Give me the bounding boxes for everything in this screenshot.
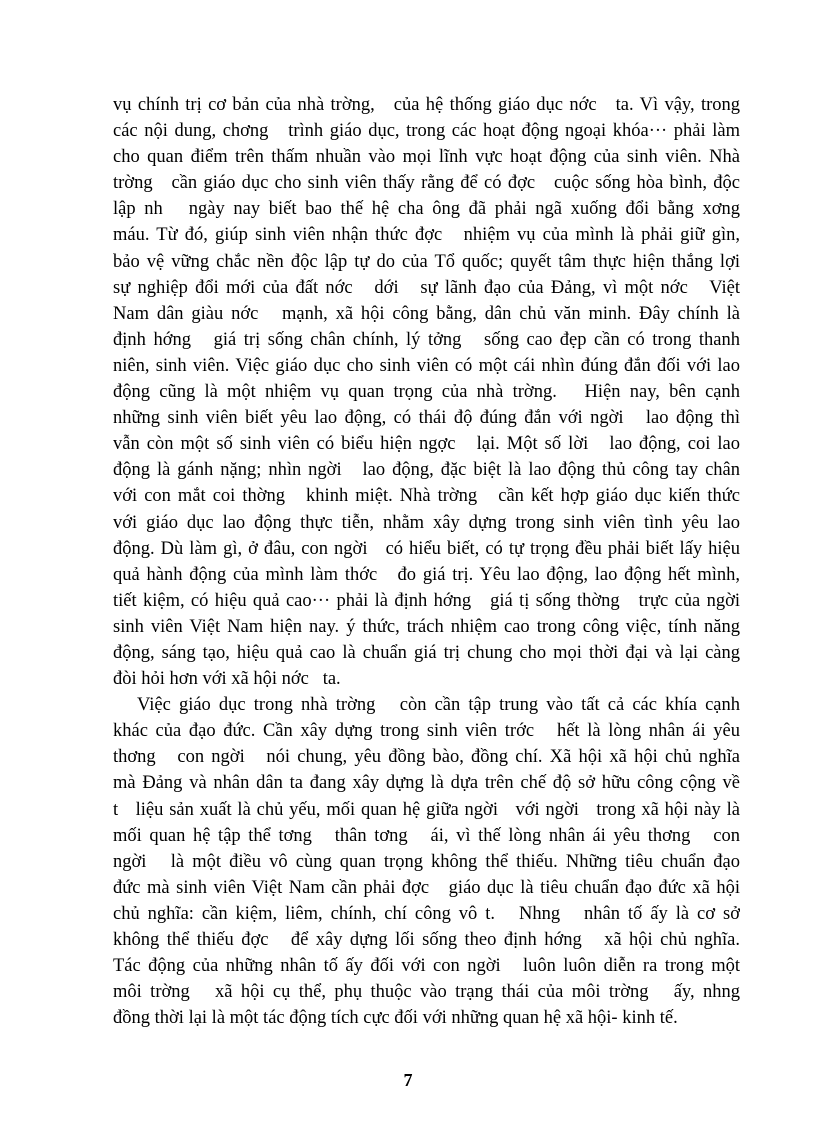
text-line: cho quan điểm trên thấm nhuần vào mọi lĩnh vực hoạt động của sinh viên. Nhà — [113, 147, 740, 168]
text-line: đòi hỏi hơn với xã hội nớc ta. — [113, 669, 341, 690]
text-line: vẫn còn một số sinh viên có biểu hiện ngợc lại. Một số lời lao động, coi lao — [113, 434, 740, 455]
text-line: động, sáng tạo, hiệu quả cao là chuẩn giá trị chung cho mọi thời đại và lại càng — [113, 642, 740, 663]
text-line: thơng con ngời nói chung, yêu đồng bào, đồng chí. Xã hội xã hội chủ nghĩa — [113, 747, 740, 768]
text-line: khác của đạo đức. Cần xây dựng trong sinh viên trớc hết là lòng nhân ái yêu — [113, 721, 740, 742]
text-line: định hớng giá trị sống chân chính, lý tởng sống cao đẹp cần có trong thanh — [113, 329, 740, 350]
text-line: Nam dân giàu nớc mạnh, xã hội công bằng, dân chủ văn minh. Đây chính là — [113, 303, 740, 324]
text-line: t liệu sản xuất là chủ yếu, mối quan hệ giữa ngời với ngời trong xã hội này là — [113, 799, 740, 820]
text-line: môi trờng xã hội cụ thể, phụ thuộc vào trạng thái của môi trờng ấy, nhng — [113, 982, 740, 1003]
paragraph-1 — [113, 92, 740, 692]
text-line: vụ chính trị cơ bản của nhà trờng, của hệ thống giáo dục nớc ta. Vì vậy, trong — [113, 95, 740, 115]
text-line: động là gánh nặng; nhìn ngời lao động, đặc biệt là lao động thủ công tay chân — [113, 460, 740, 481]
page-number: 7 — [403, 1070, 413, 1090]
body-text — [113, 92, 740, 1031]
text-line: niên, sinh viên. Việc giáo dục cho sinh viên có một cái nhìn đúng đắn đối với lao — [113, 355, 740, 376]
text-line: những sinh viên biết yêu lao động, có thái độ đúng đắn với ngời lao động thì — [113, 408, 740, 429]
text-line: các nội dung, chơng trình giáo dục, trong các hoạt động ngoại khóa··· phải làm — [113, 121, 740, 142]
text-line: mối quan hệ tập thể tơng thân tơng ái, vì thế lòng nhân ái yêu thơng con — [113, 825, 740, 846]
text-line: sinh viên Việt Nam hiện nay. ý thức, trách nhiệm cao trong công việc, tính năng — [113, 616, 740, 637]
text-line: chủ nghĩa: cần kiệm, liêm, chính, chí công vô t. Nhng nhân tố ấy là cơ sở — [113, 903, 740, 924]
text-line: với giáo dục lao động thực tiễn, nhằm xây dựng trong sinh viên tình yêu lao — [113, 512, 740, 533]
text-line: với con mắt coi thờng khinh miệt. Nhà trờng cần kết hợp giáo dục kiến thức — [113, 486, 740, 507]
text-line: ngời là một điều vô cùng quan trọng không thể thiếu. Những tiêu chuẩn đạo — [113, 851, 740, 872]
text-line: tiết kiệm, có hiệu quả cao··· phải là định hớng giá tị sống thờng trực của ngời — [113, 590, 740, 611]
text-line: lập nh ngày nay biết bao thế hệ cha ông đã phải ngã xuống đổi bằng xơng — [113, 199, 740, 220]
text-line: bảo vệ vững chắc nền độc lập tự do của Tổ quốc; quyết tâm thực hiện thắng lợi — [113, 251, 740, 272]
text-line: Việc giáo dục trong nhà trờng còn cần tập trung vào tất cả các khía cạnh — [137, 695, 740, 716]
text-line: đồng thời lại là một tác động tích cực đối với những quan hệ xã hội- kinh tế. — [113, 1008, 678, 1029]
text-line: động cũng là một nhiệm vụ quan trọng của nhà trờng. Hiện nay, bên cạnh — [113, 382, 740, 403]
text-line: không thể thiếu đợc để xây dựng lối sống theo định hớng xã hội chủ nghĩa. — [113, 930, 740, 950]
text-line: mà Đảng và nhân dân ta đang xây dựng là dựa trên chế độ sở hữu công cộng về — [113, 773, 740, 794]
text-line: trờng cần giáo dục cho sinh viên thấy rằng để có đợc cuộc sống hòa bình, độc — [113, 173, 740, 194]
text-line: động. Dù làm gì, ở đâu, con ngời có hiểu biết, có tự trọng đều phải biết lấy hiệu — [113, 538, 740, 559]
text-line: đức mà sinh viên Việt Nam cần phải đợc giáo dục là tiêu chuẩn đạo đức xã hội — [113, 877, 740, 898]
text-line: quả hành động của mình làm thớc đo giá trị. Yêu lao động, lao động hết mình, — [113, 564, 740, 585]
text-line: sự nghiệp đổi mới của đất nớc dới sự lãnh đạo của Đảng, vì một nớc Việt — [113, 277, 740, 298]
text-line: máu. Từ đó, giúp sinh viên nhận thức đợc nhiệm vụ của mình là phải giữ gìn, — [113, 225, 740, 246]
text-line: Tác động của những nhân tố ấy đối với con ngời luôn luôn diễn ra trong một — [113, 956, 740, 977]
paragraph-2 — [113, 692, 740, 1031]
